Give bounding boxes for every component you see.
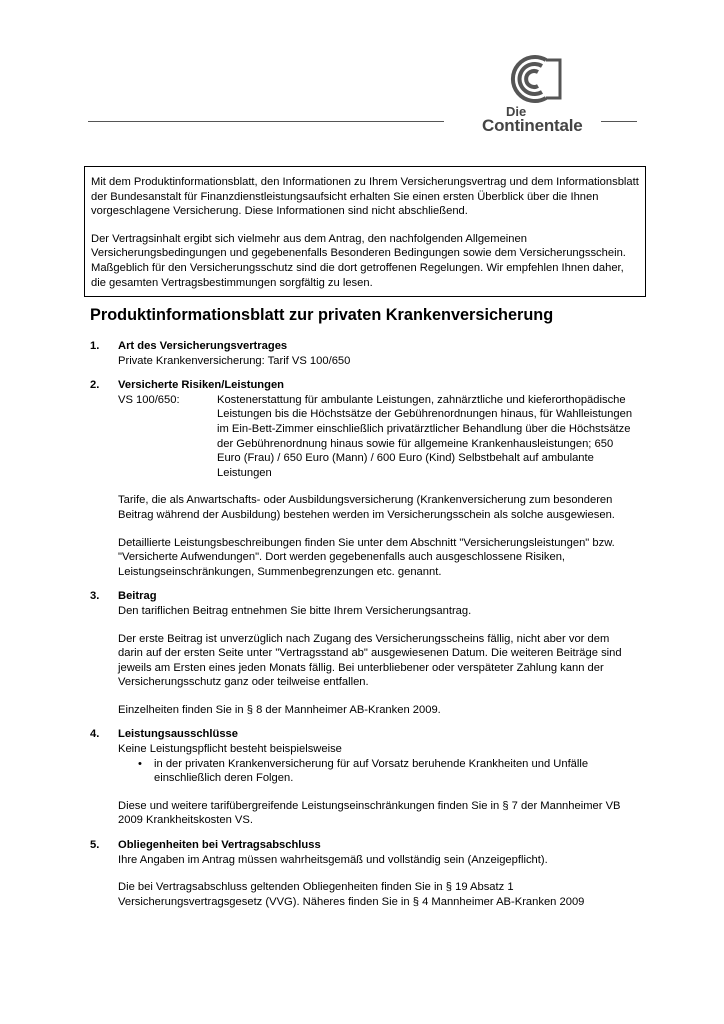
section-text: Die bei Vertragsabschluss geltenden Obliegenheiten finden Sie in § 19 Absatz 1 Versicherungsvertragsgesetz (VVG). Näheres finden Sie in § 4 Mannheimer AB-Kranken 2009 — [118, 881, 585, 908]
section-2 — [90, 378, 635, 579]
page-title: Produktinformationsblatt zur privaten Krankenversicherung — [90, 306, 554, 324]
list-item: • in der privaten Krankenversicherung für auf Vorsatz beruhende Krankheiten und Unfälle einschließlich deren Folgen. — [138, 757, 635, 786]
section-text: Diese und weitere tarifübergreifende Leistungseinschränkungen finden Sie in § 7 der Mannheimer VB 2009 Krankheitskosten VS. — [118, 799, 621, 827]
section-heading: Art des Versicherungsvertrages — [118, 340, 288, 352]
section-heading: Leistungsausschlüsse — [118, 728, 238, 741]
tarif-code: VS 100/650: — [118, 393, 180, 406]
sections — [90, 339, 635, 919]
logo-die-text: Die — [506, 104, 527, 119]
logo-brand-text: Continentale — [482, 116, 583, 135]
section-text: Den tariflichen Beitrag entnehmen Sie bitte Ihrem Versicherungsantrag. — [118, 604, 472, 617]
section-heading: Versicherte Risiken/Leistungen — [118, 379, 285, 392]
exclusion-list — [118, 757, 635, 786]
section-1 — [90, 339, 635, 368]
section-number: 4. — [90, 728, 100, 741]
intro-notice-box — [84, 166, 646, 297]
section-heading: Obliegenheiten bei Vertragsabschluss — [118, 839, 321, 852]
notice-paragraph-2: Der Vertragsinhalt ergibt sich vielmehr aus dem Antrag, den nachfolgenden Allgemeinen Versicherungsbedingungen und gegebenenfalls Besonderen Bedingungen sowie dem Versicherungsschein. Maßgeblich für den Versicherungsschutz sind die dort getroffenen Regelungen. Wir empfehlen Ihnen daher, die gesamten Vertragsbestimmungen sorgfältig zu lesen. — [91, 232, 626, 289]
section-text: Der erste Beitrag ist unverzüglich nach Zugang des Versicherungsscheins fällig, nicht aber vor dem darin auf der ersten Seite unter "Vertragsstand ab" ausgewiesenen Datum. Die weiteren Beiträge sind jeweils am Ersten eines jeden Monats fällig. Bei unterbliebener oder verspäteter Zahlung kann der Versicherungsschutz ganz oder teilweise entfallen. — [118, 632, 622, 689]
section-4 — [90, 727, 635, 828]
tarif-description: Kostenerstattung für ambulante Leistungen, zahnärztliche und kieferorthopädische Leistungen bis die Höchstsätze der Gebührenordnungen hinaus, für Wahlleistungen im Ein-Bett-Zimmer einschließlich privatärztlicher Behandlung über die Höchstsätze der Gebührenordnung hinaus sowie für allgemeine Krankenhausleistungen; 650 Euro (Frau) / 650 Euro (Mann) / 600 Euro (Kind) Selbstbehalt auf ambulante Leistungen — [217, 393, 633, 479]
section-text: Tarife, die als Anwartschafts- oder Ausbildungsversicherung (Krankenversicherung zum besonderen Beitrag während der Ausbildung) bestehen werden im Versicherungsschein als solche ausgewiesen. — [118, 494, 615, 521]
continentale-logo-icon — [498, 52, 570, 106]
section-text: Private Krankenversicherung: Tarif VS 100/650 — [118, 354, 351, 367]
section-heading: Beitrag — [118, 590, 157, 603]
section-number: 2. — [90, 379, 100, 392]
section-number: 5. — [90, 839, 100, 852]
continentale-logo — [460, 52, 610, 134]
section-3 — [90, 589, 635, 717]
notice-paragraph-1: Mit dem Produktinformationsblatt, den Informationen zu Ihrem Versicherungsvertrag und dem Informationsblatt der Bundesanstalt für Finanzdienstleistungsaufsicht erhalten Sie einen ersten Überblick über die Ihnen vorgeschlagene Versicherung. Diese Informationen sind nicht abschließend. — [91, 176, 639, 218]
section-text: Detaillierte Leistungsbeschreibungen finden Sie unter dem Abschnitt "Versicherungsleistungen" bzw. "Versicherte Aufwendungen". Dort werden gegebenenfalls auch ausgeschlossene Risiken, Leistungseinschränkungen, Summenbegrenzungen etc. genannt. — [118, 536, 615, 578]
section-5 — [90, 838, 635, 909]
section-text: Keine Leistungspflicht besteht beispielsweise — [118, 743, 342, 756]
tarif-row — [118, 393, 635, 481]
section-number: 1. — [90, 340, 100, 352]
section-text: Ihre Angaben im Antrag müssen wahrheitsgemäß und vollständig sein (Anzeigepflicht). — [118, 853, 548, 866]
section-number: 3. — [90, 590, 100, 603]
header-rule-left — [88, 121, 444, 122]
section-text: Einzelheiten finden Sie in § 8 der Mannheimer AB-Kranken 2009. — [118, 703, 441, 716]
